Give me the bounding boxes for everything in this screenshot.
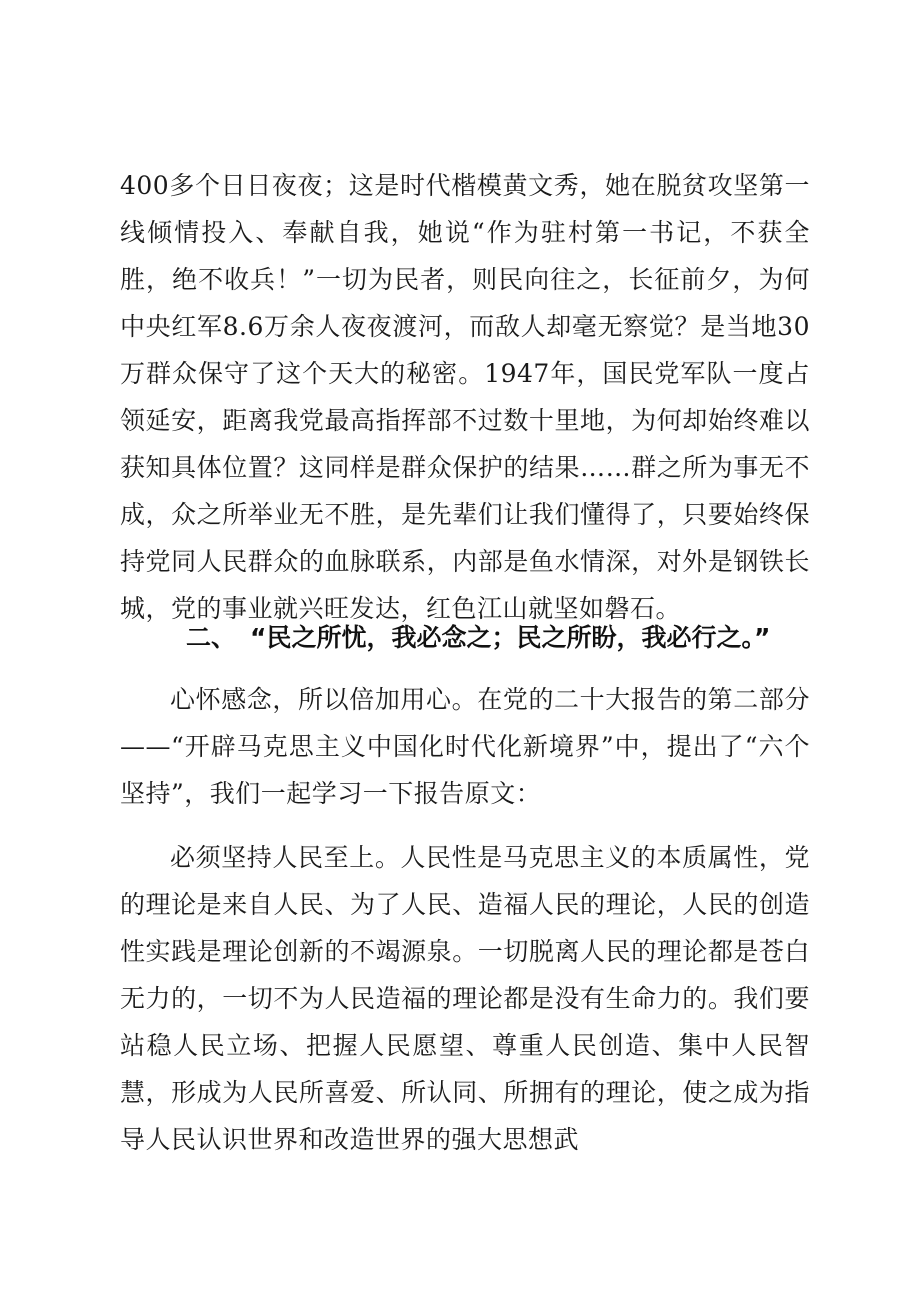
body-paragraph-1: 400多个日日夜夜；这是时代楷模黄文秀，她在脱贫攻坚第一线倾情投入、奉献自我，她说“作为驻村第一书记，不获全胜，绝不收兵！”一切为民者，则民向往之，长征前夕，为何中央红军8.6万余人夜夜渡河，而敌人却毫无察觉？是当地30万群众保守了这个天大的秘密。1947年，国民党军队一度占领延安，距离我党最高指挥部不过数十里地，为何却始终难以获知具体位置？这同样是群众保护的结果……群之所为事无不成，众之所举业无不胜，是先辈们让我们懂得了，只要始终保持党同人民群众的血脉联系，内部是鱼水情深，对外是钢铁长城，党的事业就兴旺发达，红色江山就坚如磐石。 xyxy=(120,171,810,623)
section-number: 二、 xyxy=(186,623,237,652)
body-paragraph-2: 心怀感念，所以倍加用心。在党的二十大报告的第二部分——“开辟马克思主义中国化时代化新境界”中，提出了“六个坚持”，我们一起学习一下报告原文： xyxy=(120,685,810,808)
section-heading xyxy=(186,618,770,658)
section-title: “民之所忧，我必念之；民之所盼，我必行之。” xyxy=(250,623,771,652)
body-paragraph-3: 必须坚持人民至上。人民性是马克思主义的本质属性，党的理论是来自人民、为了人民、造福人民的理论，人民的创造性实践是理论创新的不竭源泉。一切脱离人民的理论都是苍白无力的，一切不为人民造福的理论都是没有生命力的。我们要站稳人民立场、把握人民愿望、尊重人民创造、集中人民智慧，形成为人民所喜爱、所认同、所拥有的理论，使之成为指导人民认识世界和改造世界的强大思想武 xyxy=(120,843,810,1154)
